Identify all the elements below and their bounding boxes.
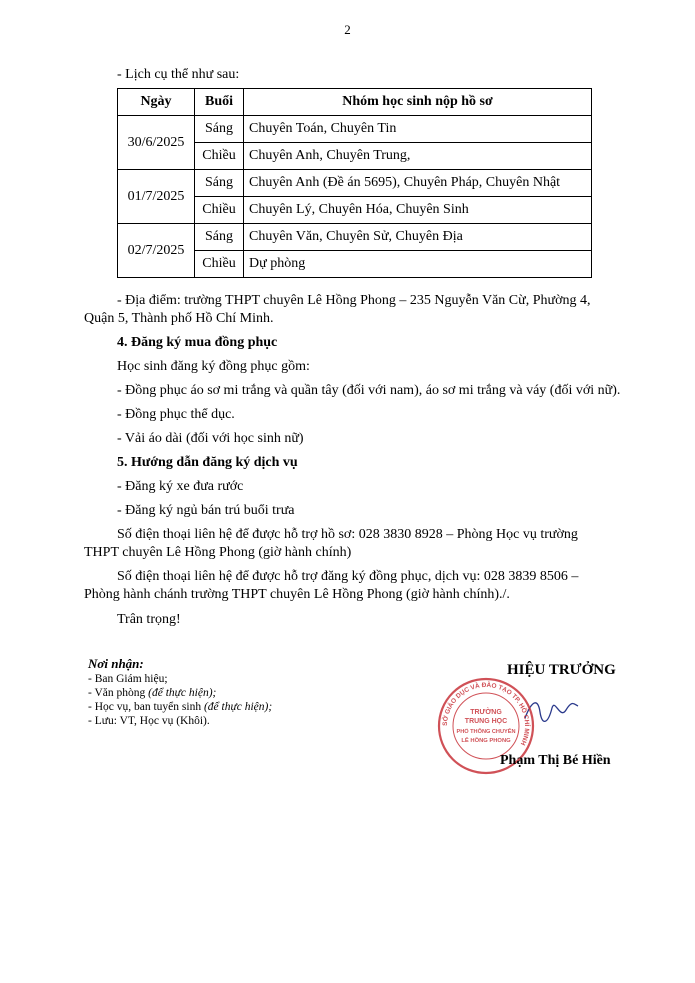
schedule-intro: - Lịch cụ thể như sau: bbox=[117, 67, 240, 82]
table-row bbox=[118, 170, 592, 197]
location-line-1: - Địa điểm: trường THPT chuyên Lê Hồng Phong – 235 Nguyễn Văn Cừ, Phường 4, bbox=[117, 293, 591, 308]
service-item: - Đăng ký xe đưa rước bbox=[117, 479, 244, 494]
section-4-intro: Học sinh đăng ký đồng phục gồm: bbox=[117, 359, 310, 374]
session-cell: Sáng bbox=[195, 170, 244, 197]
session-cell: Chiều bbox=[195, 197, 244, 224]
closing: Trân trọng! bbox=[117, 612, 181, 627]
svg-text:LÊ HỒNG PHONG: LÊ HỒNG PHONG bbox=[461, 738, 511, 744]
header-session: Buổi bbox=[195, 89, 244, 116]
svg-text:TRUNG HỌC: TRUNG HỌC bbox=[464, 718, 508, 725]
svg-text:SỞ GIÁO DỤC VÀ ĐÀO TẠO TP. HỒ: SỞ GIÁO DỤC VÀ ĐÀO TẠO TP. HỒ CHÍ MINH bbox=[441, 681, 531, 747]
contact-1-line-2: THPT chuyên Lê Hồng Phong (giờ hành chính) bbox=[84, 545, 352, 560]
principal-title: HIỆU TRƯỞNG bbox=[507, 662, 616, 678]
groups-cell: Chuyên Văn, Chuyên Sử, Chuyên Địa bbox=[244, 224, 592, 251]
date-cell: 01/7/2025 bbox=[118, 170, 195, 224]
location-line-2: Quận 5, Thành phố Hồ Chí Minh. bbox=[84, 311, 274, 326]
recipient-item: - Ban Giám hiệu; bbox=[88, 673, 168, 685]
session-cell: Chiều bbox=[195, 143, 244, 170]
contact-2-line-2: Phòng hành chánh trường THPT chuyên Lê Hồng Phong (giờ hành chính)./. bbox=[84, 587, 510, 602]
groups-cell: Dự phòng bbox=[244, 251, 592, 278]
uniform-item: - Đồng phục thể dục. bbox=[117, 407, 235, 422]
recipient-item: - Lưu: VT, Học vụ (Khôi). bbox=[88, 715, 210, 727]
table-row bbox=[118, 116, 592, 143]
groups-cell: Chuyên Toán, Chuyên Tin bbox=[244, 116, 592, 143]
session-cell: Sáng bbox=[195, 224, 244, 251]
recipient-item: - Học vụ, ban tuyển sinh (để thực hiện); bbox=[88, 701, 273, 713]
page-number: 2 bbox=[344, 22, 351, 37]
recipient-item: - Văn phòng (để thực hiện); bbox=[88, 687, 217, 699]
table-row bbox=[118, 224, 592, 251]
groups-cell: Chuyên Lý, Chuyên Hóa, Chuyên Sinh bbox=[244, 197, 592, 224]
groups-cell: Chuyên Anh (Đề án 5695), Chuyên Pháp, Chuyên Nhật bbox=[244, 170, 592, 197]
date-cell: 02/7/2025 bbox=[118, 224, 195, 278]
signer-name: Phạm Thị Bé Hiền bbox=[500, 753, 611, 768]
contact-1-line-1: Số điện thoại liên hệ để được hỗ trợ hồ sơ: 028 3830 8928 – Phòng Học vụ trường bbox=[117, 527, 578, 542]
svg-text:TRƯỜNG: TRƯỜNG bbox=[470, 709, 502, 716]
uniform-item: - Đồng phục áo sơ mi trắng và quần tây (đối với nam), áo sơ mi trắng và váy (đối với nữ). bbox=[117, 383, 621, 398]
section-4-heading: 4. Đăng ký mua đồng phục bbox=[117, 335, 278, 350]
schedule-table bbox=[117, 88, 592, 278]
recipients-block bbox=[88, 656, 272, 728]
contact-2-line-1: Số điện thoại liên hệ để được hỗ trợ đăng ký đồng phục, dịch vụ: 028 3839 8506 – bbox=[117, 569, 579, 584]
service-item: - Đăng ký ngủ bán trú buổi trưa bbox=[117, 503, 295, 518]
session-cell: Chiều bbox=[195, 251, 244, 278]
groups-cell: Chuyên Anh, Chuyên Trung, bbox=[244, 143, 592, 170]
recipients-title: Nơi nhận: bbox=[88, 656, 144, 671]
table-header-row bbox=[118, 89, 592, 116]
section-5-heading: 5. Hướng dẫn đăng ký dịch vụ bbox=[117, 455, 298, 470]
header-groups: Nhóm học sinh nộp hồ sơ bbox=[244, 89, 592, 116]
svg-text:PHỔ THÔNG CHUYÊN: PHỔ THÔNG CHUYÊN bbox=[456, 729, 516, 735]
session-cell: Sáng bbox=[195, 116, 244, 143]
date-cell: 30/6/2025 bbox=[118, 116, 195, 170]
uniform-item: - Vải áo dài (đối với học sinh nữ) bbox=[117, 431, 304, 446]
header-date: Ngày bbox=[118, 89, 195, 116]
